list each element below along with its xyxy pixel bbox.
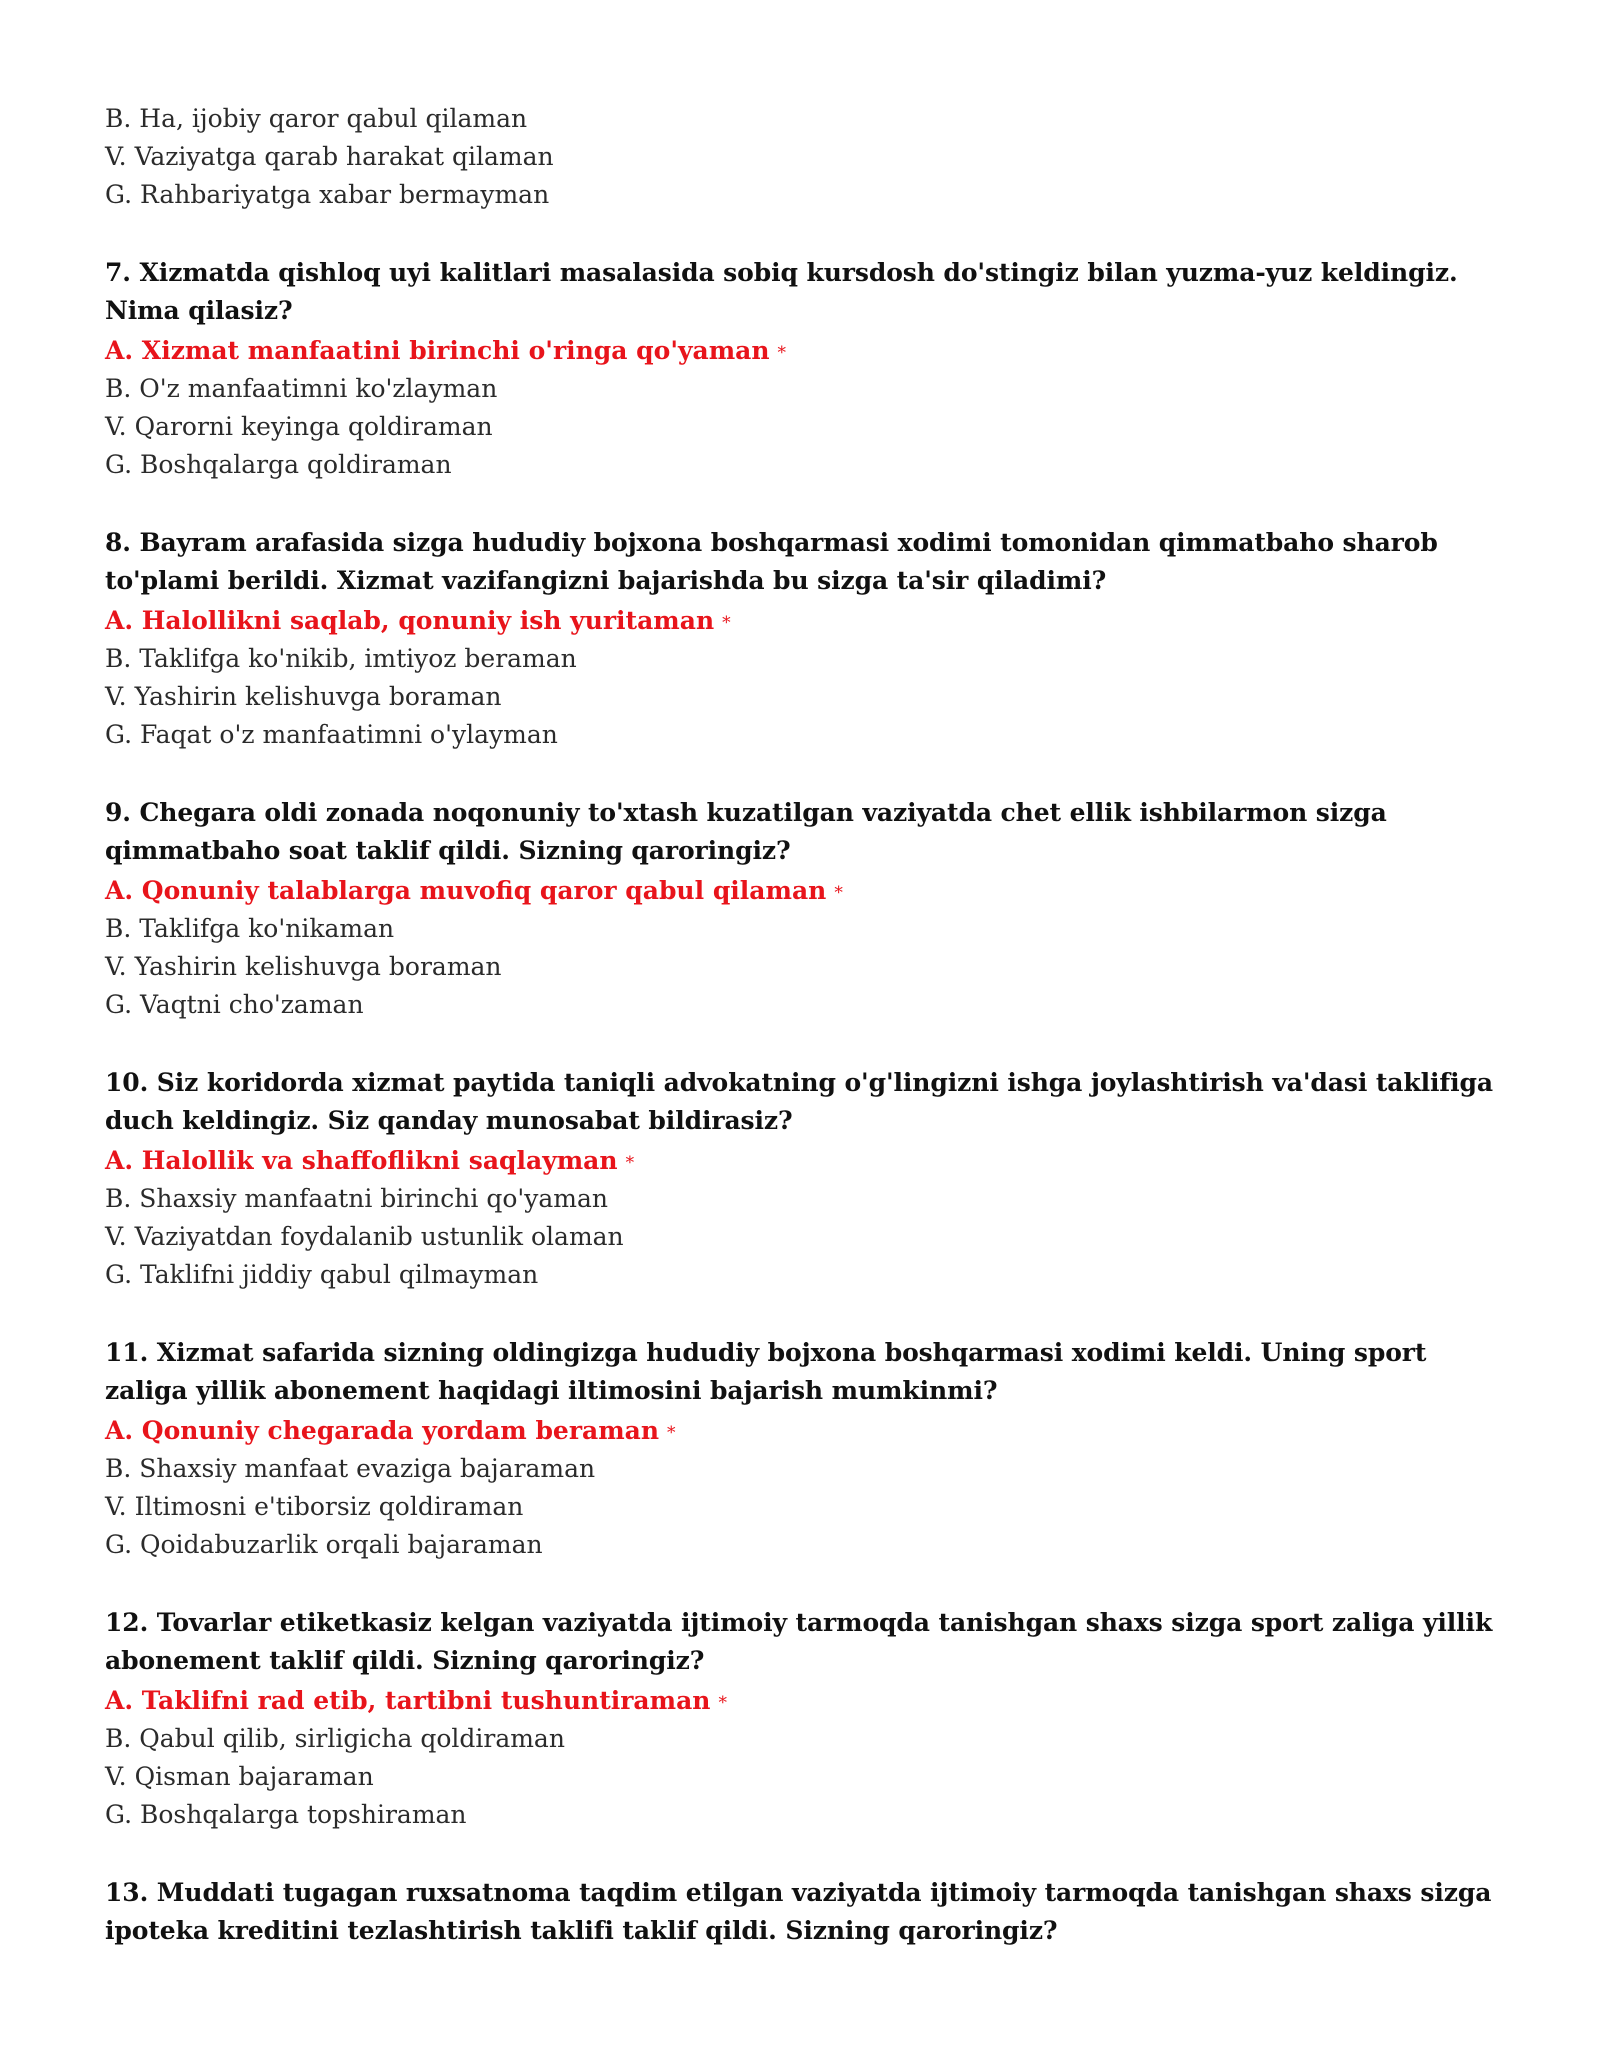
- option-b: B. Shaxsiy manfaatni birinchi qo'yaman: [105, 1184, 609, 1213]
- correct-answer: [105, 602, 1505, 640]
- option-v: V. Vaziyatdan foydalanib ustunlik olaman: [105, 1222, 624, 1251]
- option-b: B. Taklifga ko'nikaman: [105, 914, 395, 943]
- correct-marker: *: [667, 1423, 676, 1443]
- question-text: 13. Muddati tugagan ruxsatnoma taqdim etilgan vaziyatda ijtimoiy tarmoqda tanishgan shaxs sizga ipoteka kreditini tezlashtirish taklifi taklif qildi. Sizning qaroringiz?: [105, 1878, 1492, 1945]
- question-text: 12. Tovarlar etiketkasiz kelgan vaziyatda ijtimoiy tarmoqda tanishgan shaxs sizga sport zaliga yillik abonement taklif qildi. Sizning qaroringiz?: [105, 1608, 1493, 1675]
- document-page: [105, 100, 1505, 1952]
- correct-answer-text: A. Taklifni rad etib, tartibni tushuntiraman: [105, 1686, 711, 1715]
- option-v: V. Iltimosni e'tiborsiz qoldiraman: [105, 1492, 524, 1521]
- question-9: [105, 794, 1505, 1024]
- question-text: 9. Chegara oldi zonada noqonuniy to'xtash kuzatilgan vaziyatda chet ellik ishbilarmon sizga qimmatbaho soat taklif qildi. Sizning qaroringiz?: [105, 798, 1387, 865]
- correct-marker: *: [722, 613, 731, 633]
- correct-marker: *: [777, 343, 787, 363]
- option-g: G. Qoidabuzarlik orqali bajaraman: [105, 1530, 543, 1559]
- option-v: V. Vaziyatga qarab harakat qilaman: [105, 142, 554, 171]
- option-g: G. Vaqtni cho'zaman: [105, 990, 364, 1019]
- option-v: V. Qisman bajaraman: [105, 1762, 374, 1791]
- correct-marker: *: [625, 1153, 635, 1173]
- option-b: B. Qabul qilib, sirligicha qoldiraman: [105, 1724, 565, 1753]
- option-b: B. Taklifga ko'nikib, imtiyoz beraman: [105, 644, 577, 673]
- question-10: [105, 1064, 1505, 1294]
- correct-answer: [105, 1412, 1505, 1450]
- correct-answer-text: A. Halollikni saqlab, qonuniy ish yuritaman: [105, 606, 715, 635]
- previous-question-options: [105, 100, 1505, 214]
- option-b: B. O'z manfaatimni ko'zlayman: [105, 374, 498, 403]
- correct-answer-text: A. Qonuniy chegarada yordam beraman: [105, 1416, 660, 1445]
- question-text: 10. Siz koridorda xizmat paytida taniqli advokatning o'g'lingizni ishga joylashtirish va'dasi taklifiga duch keldingiz. Siz qanday munosabat bildirasiz?: [105, 1068, 1493, 1135]
- correct-marker: *: [718, 1693, 727, 1713]
- correct-answer: [105, 1682, 1505, 1720]
- option-g: G. Boshqalarga topshiraman: [105, 1800, 467, 1829]
- option-g: G. Boshqalarga qoldiraman: [105, 450, 452, 479]
- option-v: V. Yashirin kelishuvga boraman: [105, 682, 502, 711]
- question-text: 7. Xizmatda qishloq uyi kalitlari masalasida sobiq kursdosh do'stingiz bilan yuzma-yuz keldingiz. Nima qilasiz?: [105, 258, 1458, 325]
- question-12: [105, 1604, 1505, 1834]
- option-v: V. Qarorni keyinga qoldiraman: [105, 412, 493, 441]
- correct-answer: [105, 1142, 1505, 1180]
- correct-answer: [105, 332, 1505, 370]
- question-text: 8. Bayram arafasida sizga hududiy bojxona boshqarmasi xodimi tomonidan qimmatbaho sharob to'plami berildi. Xizmat vazifangizni bajarishda bu sizga ta'sir qiladimi?: [105, 528, 1438, 595]
- option-b: B. Ha, ijobiy qaror qabul qilaman: [105, 104, 528, 133]
- correct-answer-text: A. Xizmat manfaatini birinchi o'ringa qo'yaman: [105, 336, 770, 365]
- correct-answer-text: A. Halollik va shaffoflikni saqlayman: [105, 1146, 618, 1175]
- question-text: 11. Xizmat safarida sizning oldingizga hududiy bojxona boshqarmasi xodimi keldi. Uning sport zaliga yillik abonement haqidagi iltimosini bajarish mumkinmi?: [105, 1338, 1427, 1405]
- correct-answer-text: A. Qonuniy talablarga muvofiq qaror qabul qilaman: [105, 876, 827, 905]
- option-g: G. Taklifni jiddiy qabul qilmayman: [105, 1260, 539, 1289]
- question-13: [105, 1874, 1505, 1950]
- question-8: [105, 524, 1505, 754]
- question-11: [105, 1334, 1505, 1564]
- option-v: V. Yashirin kelishuvga boraman: [105, 952, 502, 981]
- option-b: B. Shaxsiy manfaat evaziga bajaraman: [105, 1454, 596, 1483]
- option-g: G. Faqat o'z manfaatimni o'ylayman: [105, 720, 558, 749]
- question-7: [105, 254, 1505, 484]
- option-g: G. Rahbariyatga xabar bermayman: [105, 180, 550, 209]
- correct-marker: *: [834, 883, 843, 903]
- correct-answer: [105, 872, 1505, 910]
